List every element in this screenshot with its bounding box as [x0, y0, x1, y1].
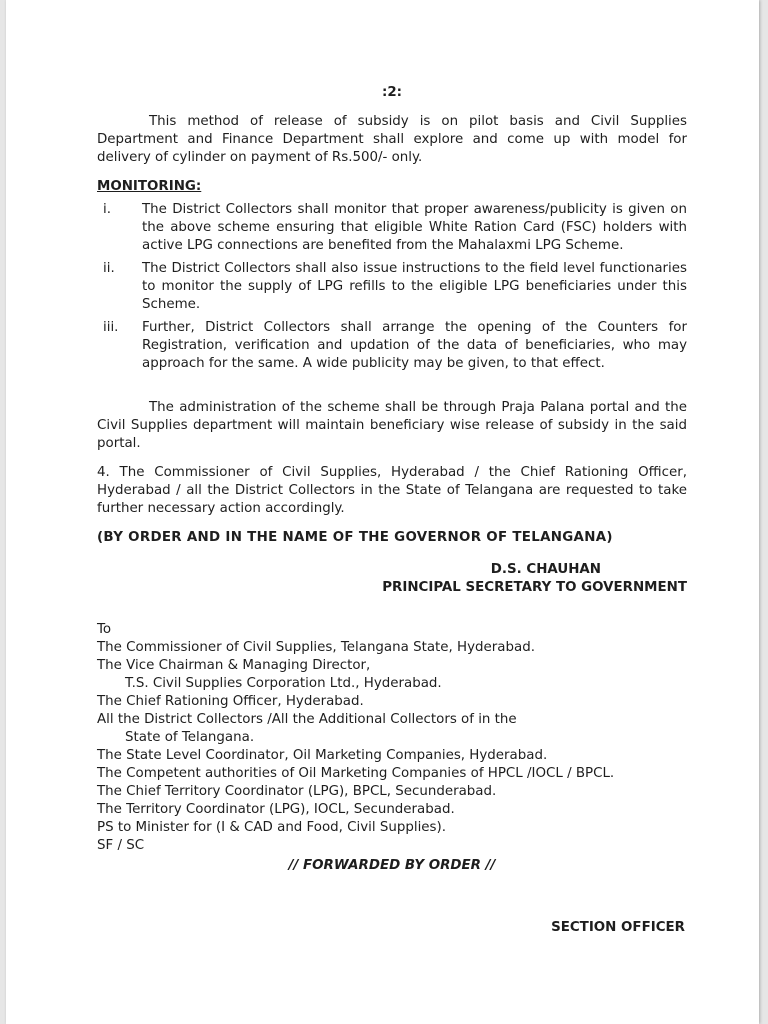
recipient-line: The Territory Coordinator (LPG), IOCL, Secunderabad. [97, 802, 455, 817]
item-number: i. [103, 202, 111, 217]
item-number: ii. [103, 261, 115, 276]
recipient-line: The State Level Coordinator, Oil Marketing Companies, Hyderabad. [97, 748, 548, 763]
intro-paragraph: This method of release of subsidy is on pilot basis and Civil Supplies Department and Finance Department shall explore and come up with model for delivery of cylinder on payment of Rs.500/- only. [97, 114, 687, 165]
recipient-line: SF / SC [97, 838, 145, 853]
section-officer: SECTION OFFICER [551, 920, 685, 935]
recipient-line: The Commissioner of Civil Supplies, Telangana State, Hyderabad. [97, 640, 535, 655]
item-text: The District Collectors shall also issue instructions to the field level functionaries to monitor the supply of LPG refills to the eligible LPG beneficiaries under this Scheme. [142, 261, 687, 312]
recipients-block [97, 621, 687, 855]
page-number: :2: [381, 85, 403, 100]
recipient-line: The Chief Territory Coordinator (LPG), BPCL, Secunderabad. [97, 784, 497, 799]
signatory-designation: PRINCIPAL SECRETARY TO GOVERNMENT [382, 580, 687, 595]
signature-block [97, 561, 687, 597]
administration-paragraph: The administration of the scheme shall be through Praja Palana portal and the Civil Supplies department will maintain beneficiary wise release of subsidy in the said portal. [97, 400, 687, 451]
recipient-line: The Vice Chairman & Managing Director, [97, 658, 371, 673]
to-label: To [97, 622, 112, 637]
monitoring-item [97, 260, 687, 314]
signatory-name: D.S. CHAUHAN [490, 562, 601, 577]
monitoring-list [97, 201, 687, 373]
document-page [6, 0, 759, 1024]
monitoring-item [97, 319, 687, 373]
item-number: iii. [103, 320, 119, 335]
paragraph-4: 4. The Commissioner of Civil Supplies, Hyderabad / the Chief Rationing Officer, Hyderabad / all the District Collectors in the State of Telangana are requested to take further necessary action accordingly. [97, 465, 687, 516]
monitoring-heading: MONITORING: [97, 179, 202, 194]
recipient-line: The Competent authorities of Oil Marketing Companies of HPCL /IOCL / BPCL. [97, 766, 615, 781]
document-body [97, 84, 687, 937]
item-text: Further, District Collectors shall arrange the opening of the Counters for Registration, verification and updation of the data of beneficiaries, who may approach for the same. A wide publicity may be given, to that effect. [142, 320, 687, 371]
recipient-line: The Chief Rationing Officer, Hyderabad. [97, 694, 364, 709]
forwarded-by-order: // FORWARDED BY ORDER // [288, 858, 496, 873]
item-text: The District Collectors shall monitor that proper awareness/publicity is given on the above scheme ensuring that eligible White Ration Card (FSC) holders with active LPG connections are benefited from the Mahalaxmi LPG Scheme. [142, 202, 687, 253]
recipient-line: T.S. Civil Supplies Corporation Ltd., Hyderabad. [125, 676, 442, 691]
governor-order-line: (BY ORDER AND IN THE NAME OF THE GOVERNOR OF TELANGANA) [97, 530, 613, 545]
recipient-line: PS to Minister for (I & CAD and Food, Civil Supplies). [97, 820, 446, 835]
monitoring-item [97, 201, 687, 255]
recipient-line: State of Telangana. [125, 730, 255, 745]
recipient-line: All the District Collectors /All the Additional Collectors of in the [97, 712, 517, 727]
